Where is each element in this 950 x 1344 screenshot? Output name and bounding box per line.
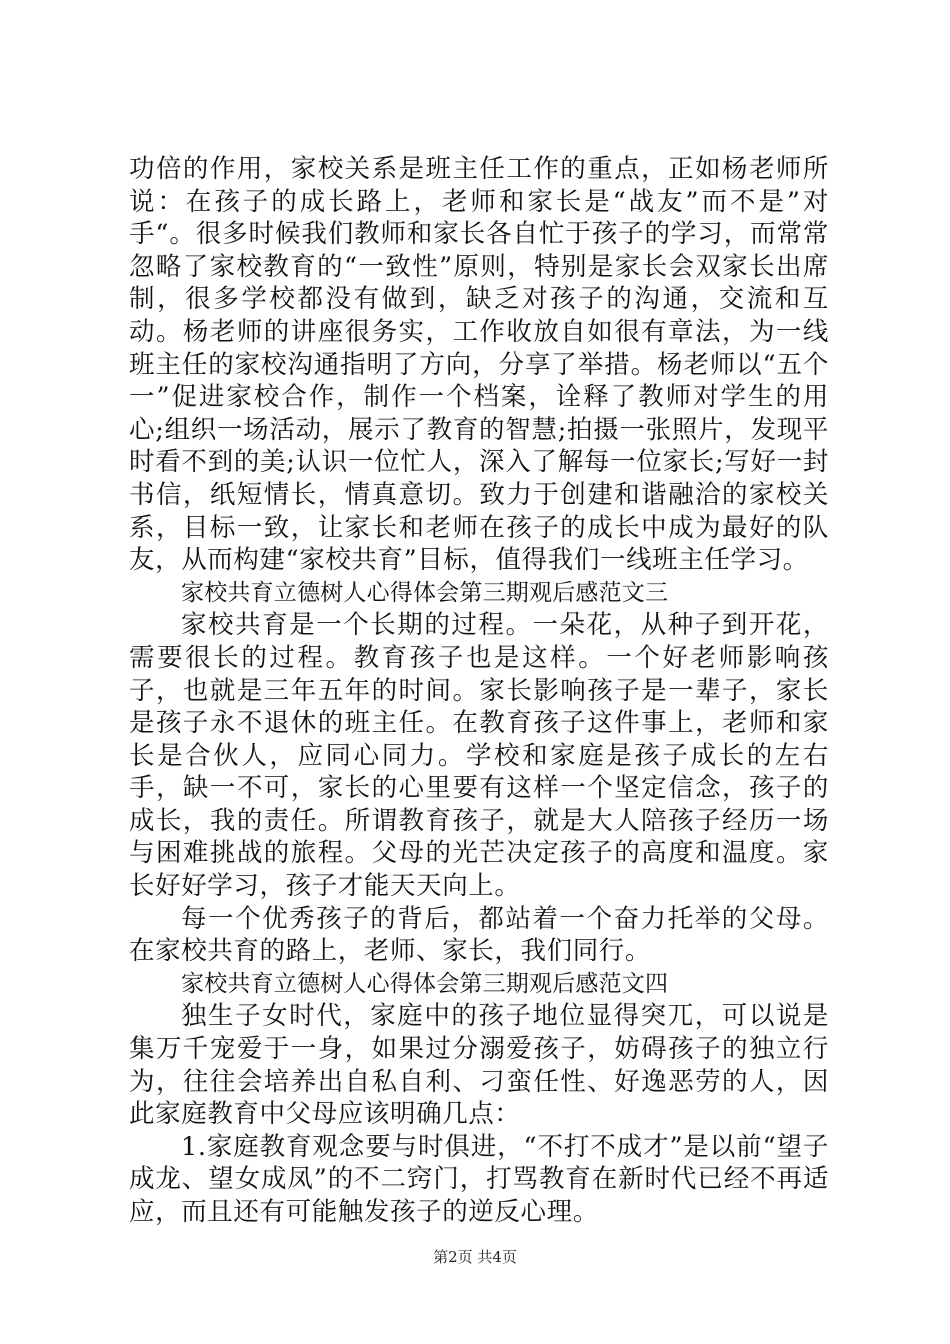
paragraph-essay-four-intro: 独生子女时代，家庭中的孩子地位显得突兀，可以说是集万千宠爱于一身，如果过分溺爱孩子，妨碍孩子的独立行为，往往会培养出自私自利、刁蛮任性、好逸恶劳的人，因此家庭教育中父母应该明确几点： xyxy=(129,1001,829,1130)
page-number-label: 第2页 共4页 xyxy=(433,1248,517,1266)
section-heading-essay-four: 家校共育立德树人心得体会第三期观后感范文四 xyxy=(181,970,669,997)
paragraph-essay-three-closing: 每一个优秀孩子的背后，都站着一个奋力托举的父母。在家校共育的路上，老师、家长，我们同行。 xyxy=(129,903,829,967)
section-heading-essay-three: 家校共育立德树人心得体会第三期观后感范文三 xyxy=(181,579,669,606)
paragraph-essay-three-body: 家校共育是一个长期的过程。一朵花，从种子到开花，需要很长的过程。教育孩子也是这样。一个好老师影响孩子，也就是三年五年的时间。家长影响孩子是一辈子，家长是孩子永不退休的班主任。在教育孩子这件事上，老师和家长是合伙人，应同心同力。学校和家庭是孩子成长的左右手，缺一不可，家长的心里要有这样一个坚定信念，孩子的成长，我的责任。所谓教育孩子，就是大人陪孩子经历一场与困难挑战的旅程。父母的光芒决定孩子的高度和温度。家长好好学习，孩子才能天天向上。 xyxy=(129,610,829,902)
paragraph-essay-four-point-one: 1.家庭教育观念要与时俱进，“不打不成才”是以前“望子成龙、望女成凤”的不二窍门，打骂教育在新时代已经不再适应，而且还有可能触发孩子的逆反心理。 xyxy=(129,1131,829,1227)
page-footer xyxy=(0,1247,950,1267)
document-body xyxy=(129,153,829,1229)
paragraph-intro-continuation: 功倍的作用，家校关系是班主任工作的重点，正如杨老师所说：在孩子的成长路上，老师和家长是“战友”而不是”对手“。很多时候我们教师和家长各自忙于孩子的学习，而常常忽略了家校教育的“一致性”原则，特别是家长会双家长出席制，很多学校都没有做到，缺乏对孩子的沟通，交流和互动。杨老师的讲座很务实，工作收放自如很有章法，为一线班主任的家校沟通指明了方向，分享了举措。杨老师以“五个一”促进家校合作，制作一个档案，诠释了教师对学生的用心;组织一场活动，展示了教育的智慧;拍摄一张照片，发现平时看不到的美;认识一位忙人，深入了解每一位家长;写好一封书信，纸短情长，情真意切。致力于创建和谐融洽的家校关系，目标一致，让家长和老师在孩子的成长中成为最好的队友，从而构建“家校共育”目标，值得我们一线班主任学习。 xyxy=(129,154,829,576)
